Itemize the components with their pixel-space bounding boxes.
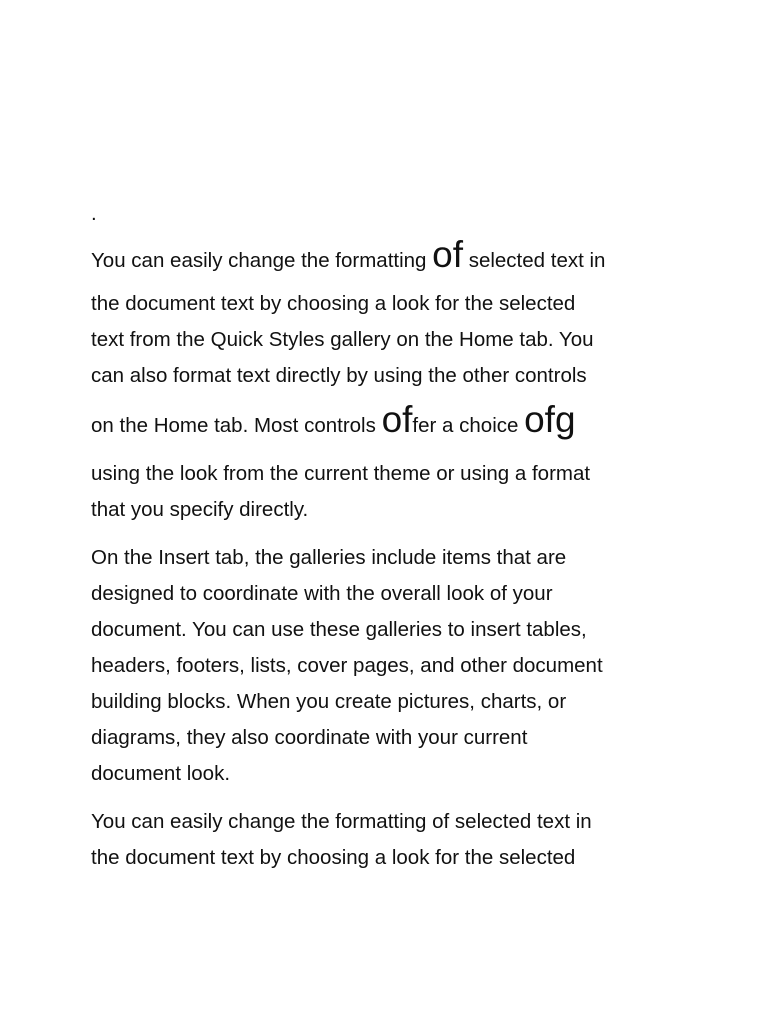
paragraph-1-line-7: that you specify directly.: [91, 498, 309, 521]
paragraph-1-line-6: using the look from the current theme or using a format: [91, 462, 591, 485]
text-run: selected text in: [463, 249, 606, 272]
paragraph-2-line: designed to coordinate with the overall look of your: [91, 582, 553, 605]
lead-mark: .: [91, 202, 97, 225]
paragraph-2-line: document look.: [91, 762, 231, 785]
large-text-run: of: [381, 399, 413, 440]
paragraph-2-line: building blocks. When you create pictures, charts, or: [91, 690, 567, 713]
paragraph-1-line-1: [91, 232, 691, 286]
paragraph-3-line: You can easily change the formatting of selected text in: [91, 810, 592, 833]
document-body: [91, 196, 691, 888]
paragraph-1-line-3: text from the Quick Styles gallery on the Home tab. You: [91, 328, 594, 351]
large-text-run: ofg: [524, 399, 576, 440]
text-run: fer a choice: [412, 414, 525, 437]
paragraph-3-line: the document text by choosing a look for the selected: [91, 846, 576, 869]
paragraph-2-line: diagrams, they also coordinate with your current: [91, 726, 528, 749]
paragraph-2-line: headers, footers, lists, cover pages, and other document: [91, 654, 603, 677]
paragraph-1-line-5: [91, 394, 691, 456]
text-run: on the Home tab. Most controls: [91, 414, 382, 437]
text-run: You can easily change the formatting: [91, 249, 433, 272]
paragraph-2: [91, 540, 691, 792]
large-text-run: of: [432, 234, 463, 275]
paragraph-1-line-4: can also format text directly by using the other controls: [91, 364, 587, 387]
paragraph-2-line: document. You can use these galleries to insert tables,: [91, 618, 587, 641]
paragraph-2-line: On the Insert tab, the galleries include items that are: [91, 546, 567, 569]
paragraph-3: [91, 804, 691, 876]
paragraph-1: [91, 232, 691, 528]
paragraph-1-line-2: the document text by choosing a look for the selected: [91, 292, 576, 315]
